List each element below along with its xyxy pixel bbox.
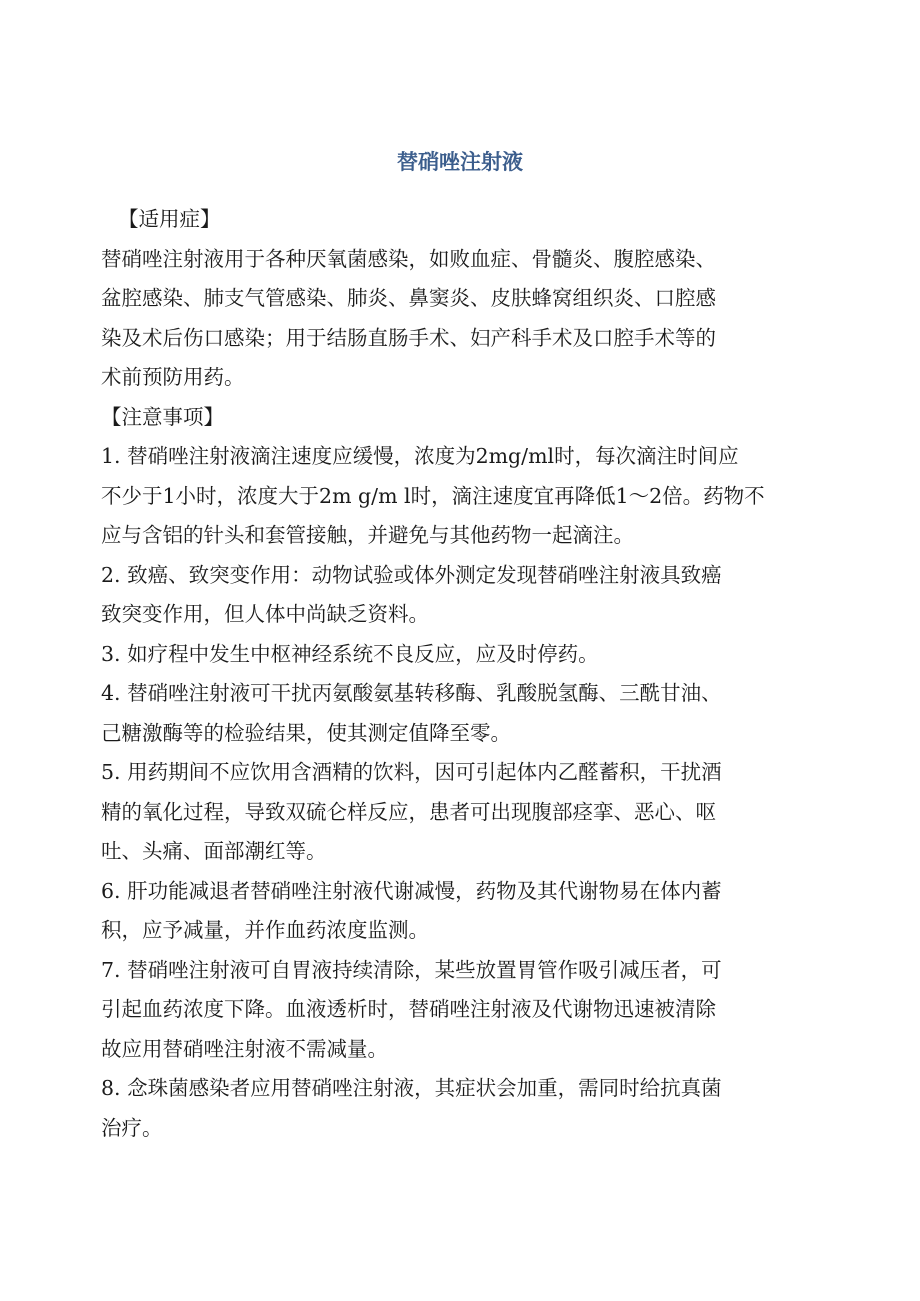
text-line: 3. 如疗程中发生中枢神经系统不良反应，应及时停药。 bbox=[101, 641, 599, 666]
text-line: 替硝唑注射液用于各种厌氧菌感染，如败血症、骨髓炎、腹腔感染、 bbox=[101, 246, 716, 271]
text-line: 治疗。 bbox=[101, 1115, 163, 1140]
text-line: 故应用替硝唑注射液不需减量。 bbox=[101, 1036, 388, 1061]
text-line: 盆腔感染、肺支气管感染、肺炎、鼻窦炎、皮肤蜂窝组织炎、口腔感 bbox=[101, 286, 716, 310]
document-title: 替硝唑注射液 bbox=[397, 149, 523, 174]
text-line: 5. 用药期间不应饮用含酒精的饮料，因可引起体内乙醛蓄积，干扰酒 bbox=[101, 760, 722, 784]
document-body bbox=[101, 200, 801, 1148]
text-line: 致突变作用，但人体中尚缺乏资料。 bbox=[101, 602, 429, 626]
text-line: 2. 致癌、致突变作用：动物试验或体外测定发现替硝唑注射液具致癌 bbox=[101, 562, 722, 587]
text-line: 术前预防用药。 bbox=[101, 365, 245, 389]
text-line: 引起血药浓度下降。血液透析时，替硝唑注射液及代谢物迅速被清除 bbox=[101, 997, 716, 1021]
text-line: 不少于1小时，浓度大于2m g/m l时，滴注速度宜再降低1〜2倍。药物不 bbox=[101, 483, 765, 508]
text-line: 4. 替硝唑注射液可干扰丙氨酸氨基转移酶、乳酸脱氢酶、三酰甘油、 bbox=[101, 681, 722, 705]
text-line: 7. 替硝唑注射液可自胃液持续清除，某些放置胃管作吸引减压者，可 bbox=[101, 957, 722, 982]
text-line: 8. 念珠菌感染者应用替硝唑注射液，其症状会加重，需同时给抗真菌 bbox=[101, 1076, 722, 1100]
text-line: 染及术后伤口感染；用于结肠直肠手术、妇产科手术及口腔手术等的 bbox=[101, 325, 716, 350]
section-heading-precautions: 【注意事项】 bbox=[101, 404, 224, 429]
text-line: 6. 肝功能减退者替硝唑注射液代谢减慢，药物及其代谢物易在体内蓄 bbox=[101, 878, 722, 903]
section-heading-indications: 【适用症】 bbox=[118, 207, 221, 231]
text-line: 积，应予减量，并作血药浓度监测。 bbox=[101, 918, 429, 942]
text-line: 精的氧化过程，导致双硫仑样反应，患者可出现腹部痉挛、恶心、呕 bbox=[101, 799, 716, 824]
text-line: 吐、头痛、面部潮红等。 bbox=[101, 839, 327, 863]
text-line: 1. 替硝唑注射液滴注速度应缓慢，浓度为2mg/ml时，每次滴注时间应 bbox=[101, 444, 739, 468]
text-line: 己糖激酶等的检验结果，使其测定值降至零。 bbox=[101, 720, 511, 745]
text-line: 应与含铝的针头和套管接触，并避免与其他药物一起滴注。 bbox=[101, 523, 634, 547]
